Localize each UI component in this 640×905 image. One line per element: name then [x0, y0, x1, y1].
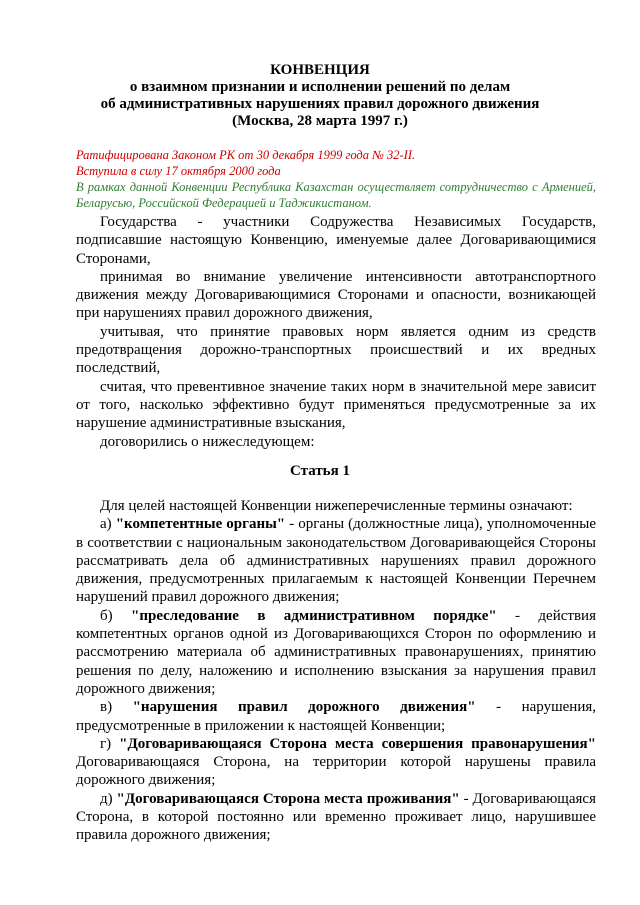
- scope-note: В рамках данной Конвенции Республика Казахстан осуществляет сотрудничество с Арменией, Беларусью, Российской Федерацией и Таджикистаном.: [76, 180, 596, 210]
- subtitle-date: (Москва, 28 марта 1997 г.): [232, 113, 408, 129]
- item-prefix: в): [100, 699, 133, 716]
- defined-term: "преследование в административном порядке": [131, 607, 497, 624]
- article-1-body: [76, 497, 596, 845]
- preamble-paragraph: принимая во внимание увеличение интенсивности автотранспортного движения между Договаривающимися Сторонами и опасности, возникающей при нарушениях правил дорожного движения,: [76, 268, 596, 322]
- preamble-paragraph: договорились о нижеследующем:: [100, 433, 315, 450]
- definition-item: [76, 735, 596, 790]
- item-prefix: г): [100, 735, 120, 752]
- in-force-note: Вступила в силу 17 октября 2000 года: [76, 164, 281, 178]
- ratification-notes: [76, 147, 596, 211]
- definition-item: [76, 515, 596, 606]
- definition-item: [76, 790, 596, 845]
- item-prefix: д): [100, 790, 117, 807]
- item-prefix: а): [100, 516, 116, 533]
- definition-text: - нарушения, предусмотренные в приложении к настоящей Конвенции;: [76, 699, 596, 734]
- item-prefix: б): [100, 607, 131, 624]
- ratification-note: Ратифицирована Законом РК от 30 декабря 1999 года № 32-II.: [76, 148, 416, 162]
- subtitle-line-2: об административных нарушениях правил дорожного движения: [100, 96, 540, 112]
- preamble: [76, 213, 596, 451]
- definition-text: - органы (должностные лица), уполномоченные в соответствии с национальным законодательством Договаривающейся Стороны рассматривать дела об административных нарушениях правил дорожного движения, предусмотренных прилагаемым к настоящей Конвенции Перечнем нарушений правил дорожного движения;: [76, 516, 597, 606]
- article-intro: Для целей настоящей Конвенции нижеперечисленные термины означают:: [100, 498, 573, 514]
- subtitle-line-1: о взаимном признании и исполнении решений по делам: [129, 79, 511, 95]
- definition-text: - действия компетентных органов одной из Договаривающихся Сторон по оформлению и рассмотрению материала об административных правонарушениях, принятию решения по делу, наложению и исполнению взыскания за нарушения правил дорожного движения;: [76, 607, 596, 697]
- defined-term: "Договаривающаяся Сторона места проживания": [116, 790, 460, 807]
- defined-term: "Договаривающаяся Сторона места совершения правонарушения": [119, 735, 596, 752]
- definition-text: Договаривающаяся Сторона, на территории которой нарушены правила дорожного движения;: [76, 754, 596, 789]
- defined-term: "компетентные органы": [115, 516, 286, 533]
- preamble-paragraph: Государства - участники Содружества Независимых Государств, подписавшие настоящую Конвенцию, именуемые далее Договаривающимися Сторонами,: [76, 214, 596, 267]
- article-heading: Статья 1: [290, 463, 350, 479]
- preamble-paragraph: учитывая, что принятие правовых норм является одним из средств предотвращения дорожно-транспортных происшествий и их вредных последствий,: [76, 323, 596, 377]
- defined-term: "нарушения правил дорожного движения": [132, 699, 476, 716]
- preamble-paragraph: считая, что превентивное значение таких норм в значительной мере зависит от того, насколько эффективно будут применяться предусмотренные за их нарушение административные взыскания,: [76, 378, 596, 432]
- definition-item: [76, 698, 596, 735]
- definition-text: - Договаривающаяся Сторона, в которой постоянно или временно проживает лицо, нарушившее правила дорожного движения;: [76, 790, 596, 844]
- definition-item: [76, 607, 596, 698]
- document-title: КОНВЕНЦИЯ: [270, 62, 370, 78]
- document-header: [0, 62, 640, 130]
